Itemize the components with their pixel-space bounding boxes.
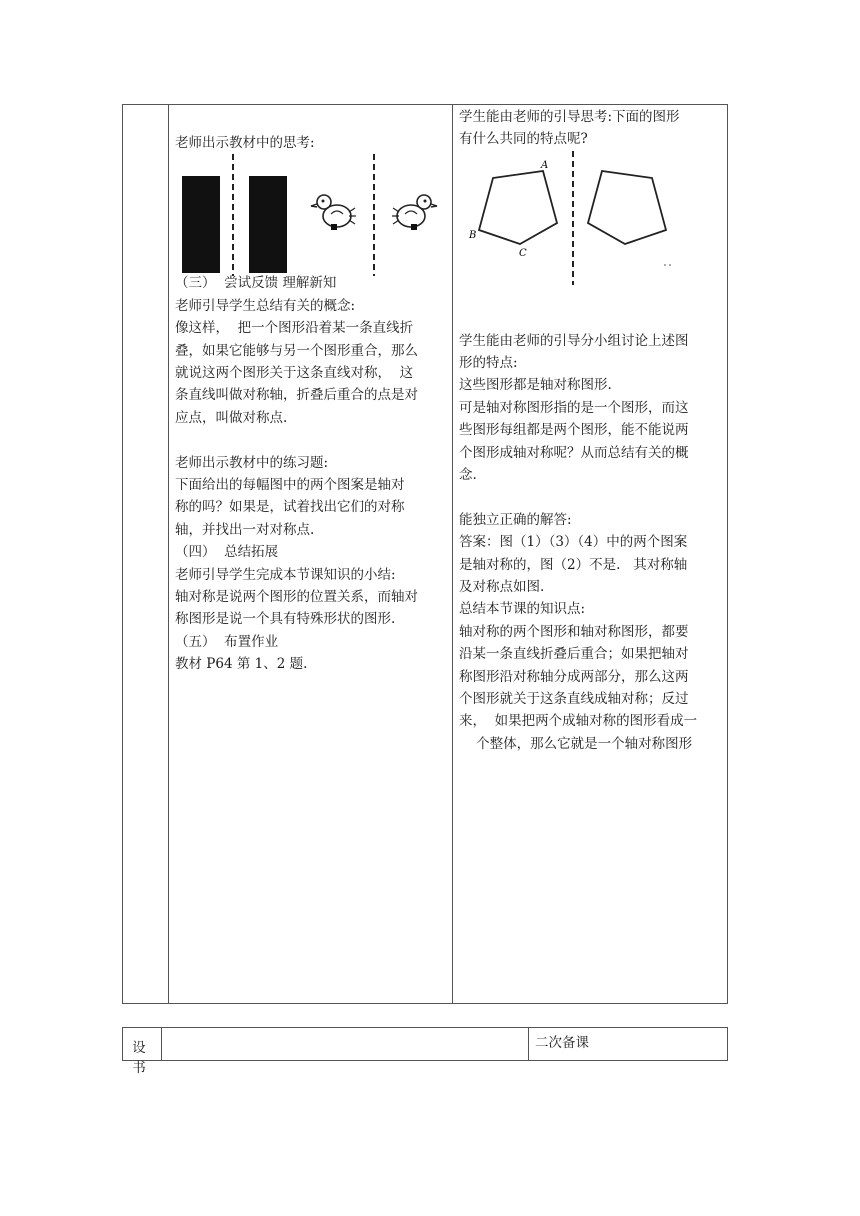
text-line: 些图形每组都是两个图形，能不能说两: [459, 422, 689, 439]
pentagon-svg: [459, 151, 727, 285]
second-preparation-label: 二次备课: [535, 1035, 589, 1051]
thinking-figures-svg: [175, 154, 447, 276]
text-line: 老师出示教材中的思考:: [175, 135, 315, 151]
text-line: 及对称点如图.: [459, 579, 545, 596]
vertex-label: C: [519, 247, 527, 259]
vertex-label: B: [469, 229, 477, 241]
pentagon-shape: [588, 171, 666, 244]
lesson-table: [122, 104, 728, 1004]
column-divider: [168, 105, 169, 1003]
text-line: 总结本节课的知识点:: [459, 601, 586, 618]
pentagon-shape: [479, 171, 557, 244]
text-line: 是轴对称的，图（2）不是. 其对称轴: [459, 556, 688, 573]
text-line: 轴，并找出一对对称点.: [175, 521, 315, 538]
text-line: 有什么共同的特点呢?: [459, 131, 588, 148]
text-line: 这些图形都是轴对称图形.: [459, 377, 612, 394]
text-line: 称的吗？如果是，试着找出它们的对称: [175, 499, 405, 516]
text-line: 可是轴对称图形指的是一个图形，而这: [459, 399, 689, 416]
text-line: 称图形沿对称轴分成两部分，那么这两: [459, 668, 689, 685]
bird-icon: [311, 195, 356, 230]
text-line: 就说这两个图形关于这条直线对称， 这: [175, 365, 414, 382]
text-line: 轴对称的两个图形和轴对称图形，都要: [459, 623, 689, 640]
text-line: 沿某一条直线折叠后重合；如果把轴对: [459, 646, 689, 663]
text-line: 念.: [459, 467, 477, 484]
symmetry-figures-left: [175, 154, 447, 272]
text-line: 个图形成轴对称呢？从而总结有关的概: [459, 444, 689, 461]
section-heading: （五） 布置作业: [175, 633, 279, 650]
column-divider: [161, 1028, 162, 1060]
column-divider: [528, 1028, 529, 1060]
text-line: 条直线叫做对称轴，折叠后重合的点是对: [175, 387, 418, 404]
text-line: 老师引导学生完成本节课知识的小结:: [175, 566, 396, 583]
text-line: 老师出示教材中的练习题:: [175, 454, 329, 471]
text-line: 答案：图（1）（3）（4）中的两个图案: [459, 534, 688, 551]
text-line: 应点，叫做对称点.: [175, 409, 288, 426]
text-line: 称图形是说一个具有特殊形状的图形.: [175, 611, 396, 628]
black-rectangle: [249, 176, 287, 273]
column-divider: [452, 105, 453, 1003]
text-line: 形的特点:: [459, 355, 518, 371]
board-design-table: [122, 1027, 728, 1076]
text-line: 学生能由老师的引导分小组讨论上述图: [459, 332, 689, 349]
student-activity-cell: [459, 106, 727, 755]
black-rectangle: [182, 176, 220, 273]
board-design-label: 设 书: [132, 1040, 152, 1076]
text-line: 像这样， 把一个图形沿着某一条直线折: [175, 320, 414, 337]
pentagon-figures: [459, 151, 727, 285]
teacher-activity-cell: [175, 132, 447, 676]
text-line: 来， 如果把两个成轴对称的图形看成一: [459, 713, 698, 730]
vertex-label: A: [541, 159, 549, 171]
text-line: 下面给出的每幅图中的两个图案是轴对: [175, 477, 405, 494]
text-line: 学生能由老师的引导思考:下面的图形: [459, 109, 680, 125]
section-heading: （三） 尝试反馈 理解新知: [175, 275, 337, 292]
text-line: 轴对称是说两个图形的位置关系，而轴对: [175, 589, 418, 606]
text-line: 能独立正确的解答:: [459, 511, 572, 528]
bird-icon: [392, 195, 437, 230]
text-line: 个图形就关于这条直线成轴对称；反过: [459, 691, 689, 708]
text-line: 叠，如果它能够与另一个图形重合，那么: [175, 342, 418, 359]
section-heading: （四） 总结拓展: [175, 544, 279, 561]
text-line: 教材 Р64 第 1、2 题.: [175, 656, 308, 673]
text-line: 老师引导学生总结有关的概念:: [175, 297, 356, 314]
text-line: 个整体，那么它就是一个轴对称图形: [459, 735, 693, 752]
